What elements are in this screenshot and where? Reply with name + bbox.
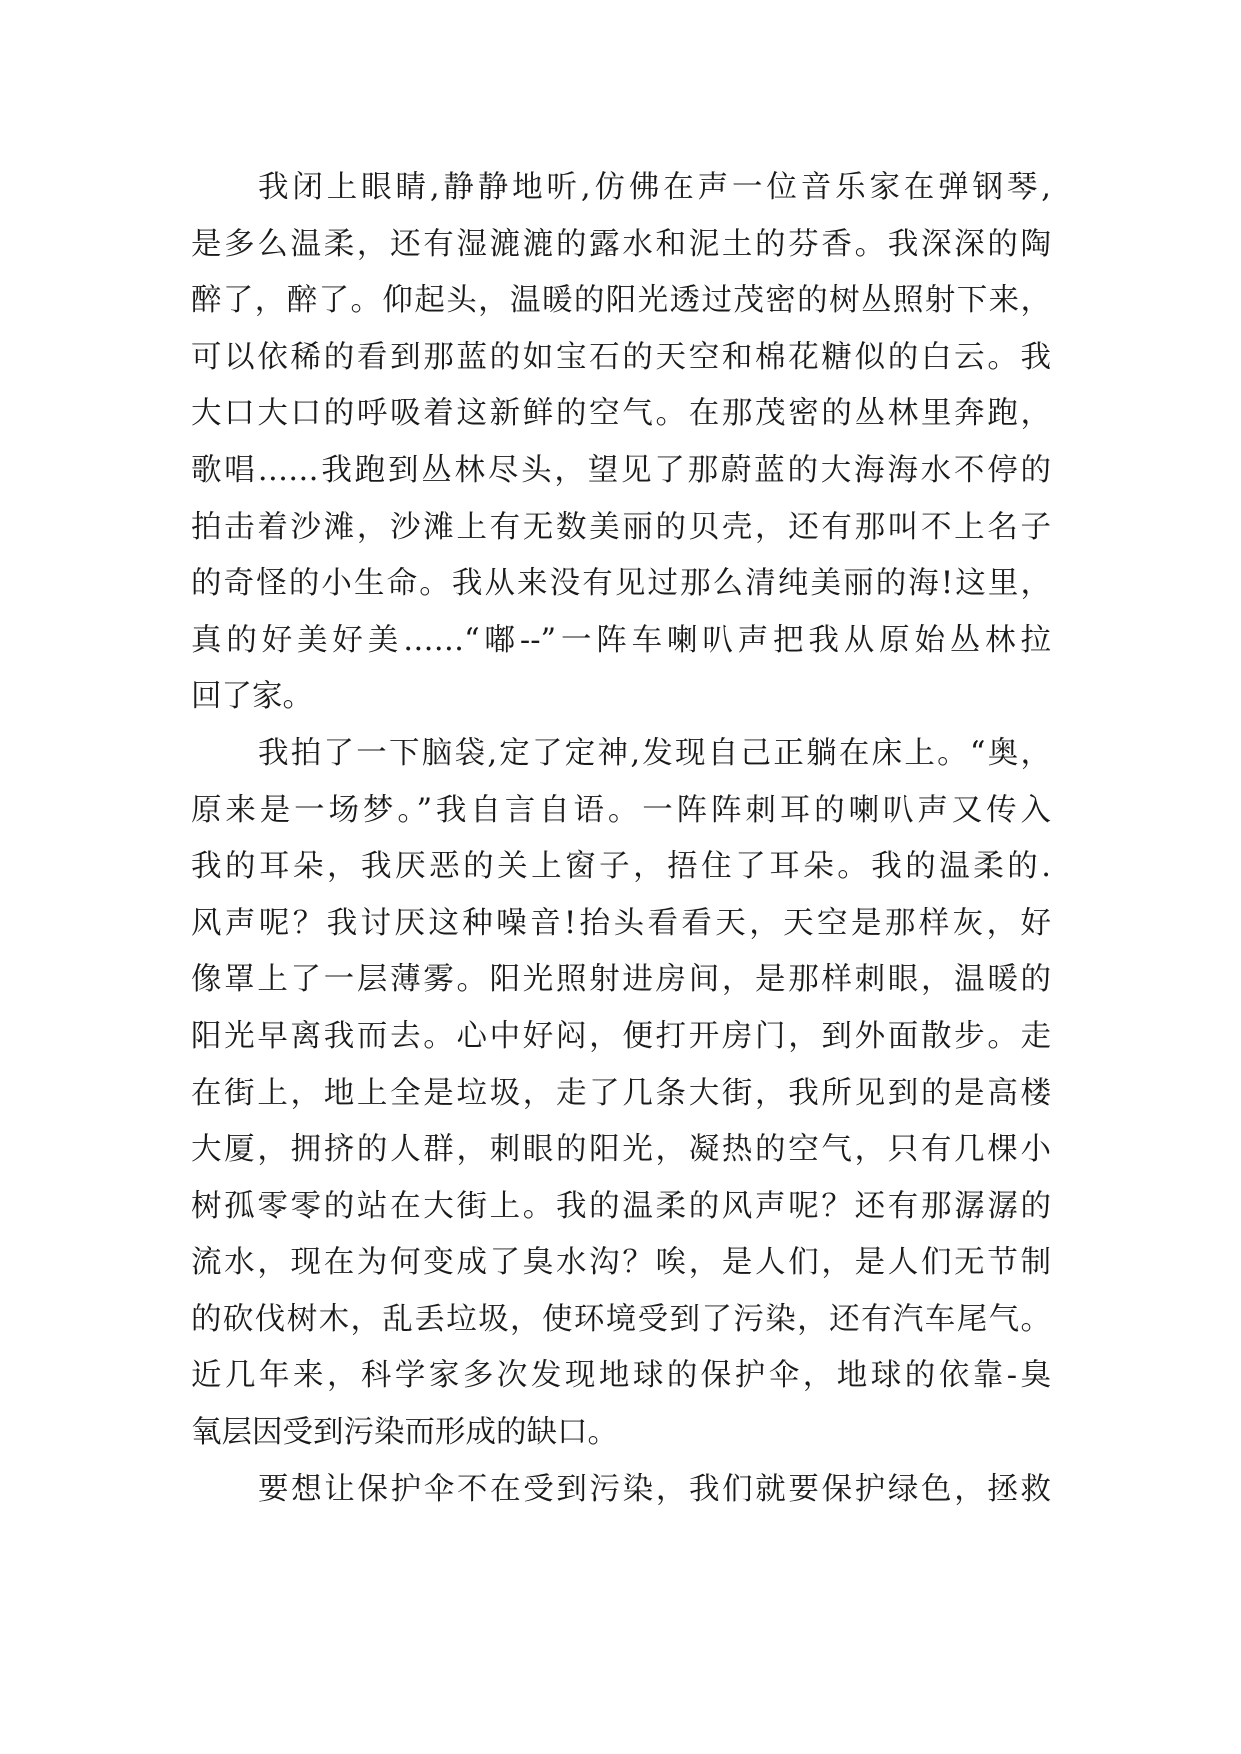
text-line: 真的好美好美……“嘟--”一阵车喇叭声把我从原始丛林拉 <box>191 622 1051 658</box>
text-line: 在街上，地上全是垃圾，走了几条大街，我所见到的是高楼 <box>191 1075 1051 1111</box>
essay-text <box>191 160 1051 1518</box>
text-line: 阳光早离我而去。心中好闷，便打开房门，到外面散步。走 <box>191 1018 1051 1054</box>
text-line: 原来是一场梦。”我自言自语。一阵阵刺耳的喇叭声又传入 <box>191 792 1051 828</box>
text-line: 大厦，拥挤的人群，刺眼的阳光，凝热的空气，只有几棵小 <box>191 1132 1051 1168</box>
text-line: 流水，现在为何变成了臭水沟？唉，是人们，是人们无节制 <box>191 1245 1051 1281</box>
text-line: 氧层因受到污染而形成的缺口。 <box>191 1415 618 1451</box>
text-line: 像罩上了一层薄雾。阳光照射进房间，是那样刺眼，温暖的 <box>191 962 1051 998</box>
text-line: 拍击着沙滩，沙滩上有无数美丽的贝壳，还有那叫不上名子 <box>191 509 1051 545</box>
text-line: 的奇怪的小生命。我从来没有见过那么清纯美丽的海!这里， <box>191 566 1051 602</box>
text-line: 我拍了一下脑袋,定了定神,发现自己正躺在床上。“奥， <box>258 735 1051 771</box>
text-line: 我闭上眼睛,静静地听,仿佛在声一位音乐家在弹钢琴, <box>258 170 1051 205</box>
text-line: 的砍伐树木，乱丢垃圾，使环境受到了污染，还有汽车尾气。 <box>191 1301 1051 1337</box>
text-line: 大口大口的呼吸着这新鲜的空气。在那茂密的丛林里奔跑， <box>191 396 1051 432</box>
text-line: 我的耳朵，我厌恶的关上窗子，捂住了耳朵。我的温柔的. <box>191 849 1051 885</box>
text-line: 可以依稀的看到那蓝的如宝石的天空和棉花糖似的白云。我 <box>191 339 1051 375</box>
text-line: 要想让保护伞不在受到污染，我们就要保护绿色，拯救 <box>258 1471 1051 1507</box>
text-line: 是多么温柔，还有湿漉漉的露水和泥土的芬香。我深深的陶 <box>191 226 1051 262</box>
text-line: 歌唱……我跑到丛林尽头，望见了那蔚蓝的大海海水不停的 <box>191 452 1051 488</box>
text-line: 近几年来，科学家多次发现地球的保护伞，地球的依靠-臭 <box>191 1358 1051 1394</box>
text-line: 树孤零零的站在大街上。我的温柔的风声呢？还有那潺潺的 <box>191 1188 1051 1224</box>
text-line: 回了家。 <box>191 679 313 715</box>
text-line: 醉了，醉了。仰起头，温暖的阳光透过茂密的树丛照射下来， <box>191 283 1051 319</box>
text-line: 风声呢？我讨厌这种噪音!抬头看看天，天空是那样灰，好 <box>191 905 1051 941</box>
